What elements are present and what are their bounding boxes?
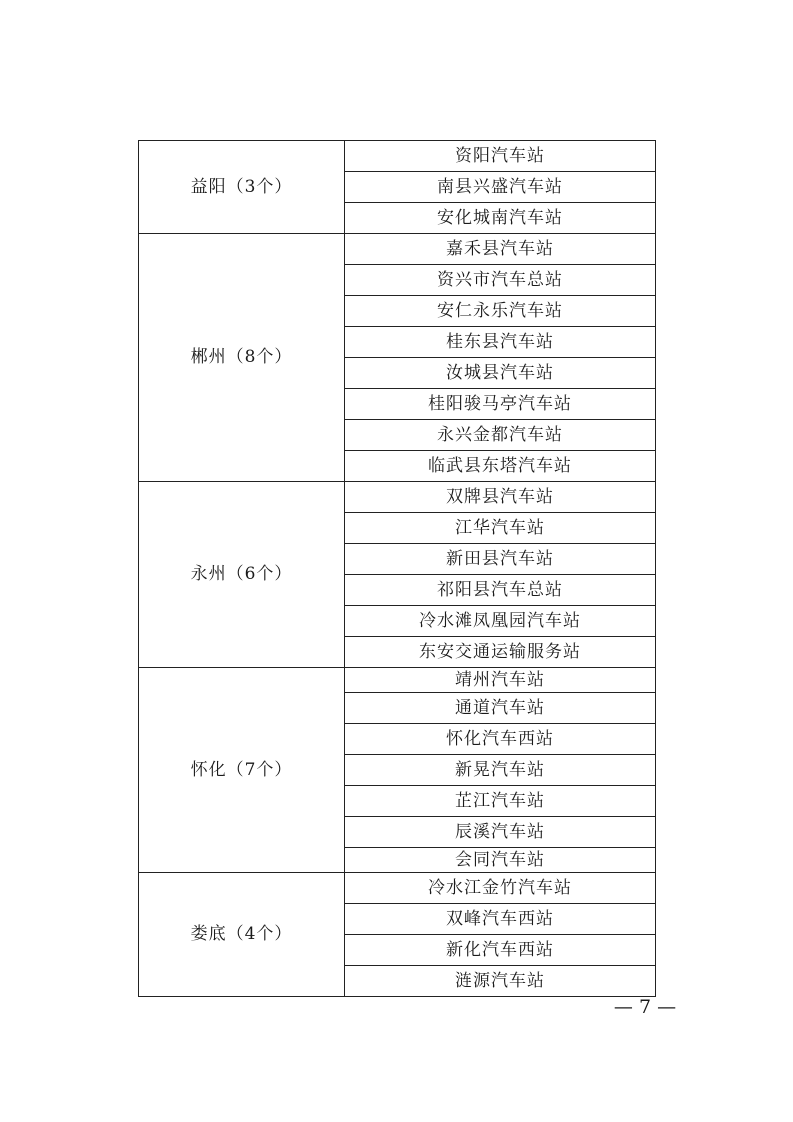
station-cell: 双峰汽车西站 [345,904,656,935]
station-cell: 临武县东塔汽车站 [345,451,656,482]
station-cell: 辰溪汽车站 [345,817,656,848]
station-cell: 通道汽车站 [345,693,656,724]
station-cell: 永兴金都汽车站 [345,420,656,451]
station-cell: 安仁永乐汽车站 [345,296,656,327]
station-cell: 江华汽车站 [345,513,656,544]
table-row [139,482,656,513]
city-cell: 永州（6个） [139,482,345,668]
station-cell: 资阳汽车站 [345,141,656,172]
station-cell: 新田县汽车站 [345,544,656,575]
city-cell: 郴州（8个） [139,234,345,482]
table-row [139,668,656,693]
station-cell: 双牌县汽车站 [345,482,656,513]
city-cell: 益阳（3个） [139,141,345,234]
station-cell: 汝城县汽车站 [345,358,656,389]
station-cell: 芷江汽车站 [345,786,656,817]
station-cell: 东安交通运输服务站 [345,637,656,668]
station-cell: 桂东县汽车站 [345,327,656,358]
city-cell: 怀化（7个） [139,668,345,873]
station-cell: 靖州汽车站 [345,668,656,693]
station-cell: 嘉禾县汽车站 [345,234,656,265]
table-row [139,234,656,265]
city-cell: 娄底（4个） [139,873,345,997]
station-cell: 祁阳县汽车总站 [345,575,656,606]
station-cell: 会同汽车站 [345,848,656,873]
station-cell: 桂阳骏马亭汽车站 [345,389,656,420]
station-cell: 涟源汽车站 [345,966,656,997]
station-cell: 新化汽车西站 [345,935,656,966]
station-table-body [139,141,656,997]
table-row [139,141,656,172]
page-number: — 7 — [613,996,677,1018]
station-cell: 冷水滩凤凰园汽车站 [345,606,656,637]
station-cell: 新晃汽车站 [345,755,656,786]
station-cell: 冷水江金竹汽车站 [345,873,656,904]
station-table [138,140,656,997]
station-cell: 安化城南汽车站 [345,203,656,234]
station-cell: 怀化汽车西站 [345,724,656,755]
station-cell: 南县兴盛汽车站 [345,172,656,203]
station-cell: 资兴市汽车总站 [345,265,656,296]
table-row [139,873,656,904]
